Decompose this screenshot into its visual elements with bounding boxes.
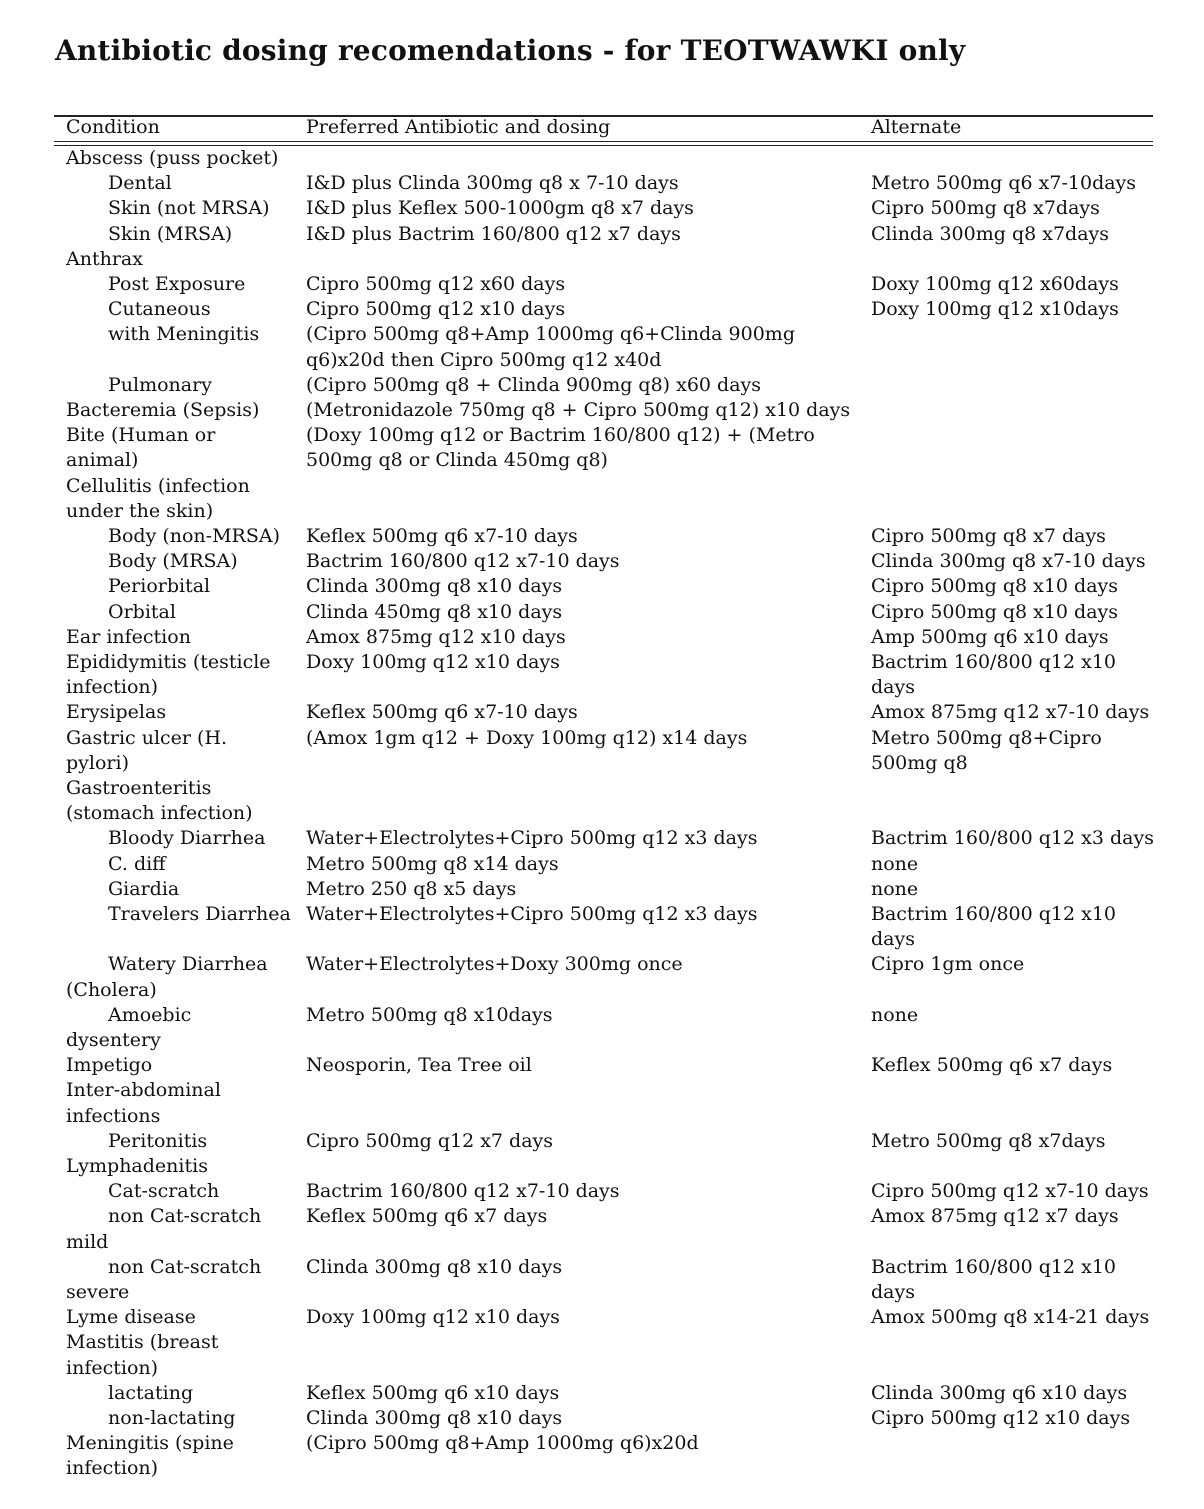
condition-cell-line: Gastroenteritis <box>66 777 212 799</box>
table-row <box>0 549 1204 574</box>
condition-cell-line: Bloody Diarrhea <box>108 827 266 850</box>
table-row <box>0 398 1204 423</box>
condition-cell-line: Lymphadenitis <box>66 1155 208 1177</box>
table-row <box>0 322 1204 372</box>
condition-cell <box>66 650 271 700</box>
preferred-cell-line: Amox 875mg q12 x10 days <box>306 625 566 648</box>
alternate-cell-line: days <box>871 676 915 699</box>
preferred-cell-line: Keflex 500mg q6 x7-10 days <box>306 701 578 724</box>
preferred-cell <box>306 902 757 927</box>
preferred-cell-line: Water+Electrolytes+Cipro 500mg q12 x3 days <box>306 827 758 850</box>
condition-cell <box>66 1154 208 1179</box>
table-row <box>0 826 1204 851</box>
condition-cell-line: severe <box>66 1280 130 1303</box>
preferred-cell-line: (Cipro 500mg q8+Amp 1000mg q6+Clinda 900mg <box>306 323 795 346</box>
preferred-cell <box>306 1003 553 1028</box>
condition-cell <box>108 902 291 927</box>
alternate-cell-line: Doxy 100mg q12 x60days <box>871 273 1119 295</box>
condition-cell-line: infection) <box>66 676 159 699</box>
table-row <box>0 952 1204 1002</box>
alternate-cell-line: none <box>871 1003 919 1026</box>
preferred-cell <box>306 423 815 473</box>
preferred-cell <box>306 877 516 902</box>
preferred-cell-line: (Cipro 500mg q8 + Clinda 900mg q8) x60 days <box>306 373 762 396</box>
condition-cell-line: Bacteremia (Sepsis) <box>66 399 260 421</box>
condition-cell <box>66 398 259 423</box>
alternate-cell-line: Metro 500mg q6 x7-10days <box>871 172 1137 195</box>
preferred-cell <box>306 1305 560 1330</box>
condition-cell-line: non Cat-scratch <box>108 1255 262 1278</box>
condition-cell-line: under the skin) <box>66 499 214 522</box>
preferred-cell-line: Cipro 500mg q12 x10 days <box>306 298 566 321</box>
preferred-cell-line: Clinda 300mg q8 x10 days <box>306 575 563 598</box>
table-row <box>0 1305 1204 1330</box>
condition-cell-line: Erysipelas <box>66 701 167 724</box>
table-row <box>0 171 1204 196</box>
table-row <box>0 474 1204 524</box>
preferred-cell <box>306 549 620 574</box>
preferred-cell-line: 500mg q8 or Clinda 450mg q8) <box>306 449 608 472</box>
preferred-cell-line: Bactrim 160/800 q12 x7-10 days <box>306 550 620 573</box>
preferred-cell-line: Water+Electrolytes+Doxy 300mg once <box>306 953 683 976</box>
condition-cell <box>108 272 245 297</box>
preferred-cell-line: Keflex 500mg q6 x10 days <box>306 1381 560 1404</box>
table-row <box>0 726 1204 776</box>
preferred-cell-line: Neosporin, Tea Tree oil <box>306 1054 532 1077</box>
condition-cell <box>66 247 143 272</box>
alternate-cell-line: days <box>871 1280 915 1303</box>
alternate-cell <box>871 549 1146 574</box>
header-rule-1 <box>54 141 1153 142</box>
condition-cell <box>66 1003 192 1053</box>
alternate-cell-line: Cipro 500mg q8 x10 days <box>871 600 1119 623</box>
alternate-cell <box>871 1406 1130 1431</box>
alternate-cell <box>871 222 1109 247</box>
header-preferred: Preferred Antibiotic and dosing <box>306 116 611 138</box>
condition-cell-line: Epididymitis (testicle <box>66 651 271 673</box>
condition-cell-line: dysentery <box>66 1028 161 1051</box>
alternate-cell-line: Bactrim 160/800 q12 x10 <box>871 1255 1117 1278</box>
table-row <box>0 423 1204 473</box>
table-row <box>0 1053 1204 1078</box>
preferred-cell <box>306 322 795 372</box>
table-row <box>0 877 1204 902</box>
preferred-cell-line: Clinda 450mg q8 x10 days <box>306 600 563 623</box>
table-row <box>0 272 1204 297</box>
alternate-cell <box>871 952 1024 977</box>
condition-cell <box>108 1406 235 1431</box>
condition-cell <box>108 196 270 221</box>
condition-cell <box>66 726 227 776</box>
condition-cell-line: Mastitis (breast <box>66 1331 219 1354</box>
table-row <box>0 247 1204 272</box>
preferred-cell-line: I&D plus Keflex 500-1000gm q8 x7 days <box>306 197 694 220</box>
alternate-cell-line: Amox 875mg q12 x7-10 days <box>871 701 1150 724</box>
alternate-cell <box>871 700 1149 725</box>
condition-cell-line: with Meningitis <box>108 323 260 346</box>
condition-cell-line: Anthrax <box>66 247 143 270</box>
condition-cell-line: Ear infection <box>66 625 191 648</box>
alternate-cell <box>871 524 1106 549</box>
preferred-cell <box>306 1406 562 1431</box>
table-row <box>0 1204 1204 1254</box>
condition-cell-line: Body (MRSA) <box>108 550 238 573</box>
preferred-cell <box>306 1204 547 1229</box>
alternate-cell <box>871 1381 1127 1406</box>
preferred-cell <box>306 1431 699 1456</box>
condition-cell-line: Inter-abdominal <box>66 1079 221 1102</box>
condition-cell-line: Dental <box>108 172 172 195</box>
condition-cell <box>108 297 211 322</box>
table-row <box>0 1431 1204 1481</box>
preferred-cell-line: Clinda 300mg q8 x10 days <box>306 1255 563 1278</box>
alternate-cell-line: Metro 500mg q8 x7days <box>871 1129 1106 1152</box>
alternate-cell-line: Keflex 500mg q6 x7 days <box>871 1054 1113 1077</box>
condition-cell-line: (stomach infection) <box>66 802 253 825</box>
condition-cell <box>108 549 238 574</box>
condition-cell-line: Cellulitis (infection <box>66 474 250 497</box>
preferred-cell <box>306 398 850 423</box>
preferred-cell-line: (Metronidazole 750mg q8 + Cipro 500mg q12) x10 days <box>306 399 851 421</box>
preferred-cell <box>306 171 679 196</box>
preferred-cell <box>306 625 566 650</box>
preferred-cell <box>306 1179 620 1204</box>
preferred-cell <box>306 700 578 725</box>
condition-cell-line: Watery Diarrhea <box>108 953 268 976</box>
table-row <box>0 650 1204 700</box>
condition-cell-line: Impetigo <box>66 1054 153 1077</box>
document-title: Antibiotic dosing recomendations - for TEOTWAWKI only <box>55 34 966 67</box>
condition-cell <box>66 1204 262 1254</box>
alternate-cell-line: Cipro 500mg q8 x7days <box>871 197 1100 220</box>
condition-cell-line: (Cholera) <box>66 978 157 1001</box>
condition-cell-line: Body (non-MRSA) <box>108 525 280 547</box>
preferred-cell-line: Bactrim 160/800 q12 x7-10 days <box>306 1180 620 1203</box>
alternate-cell-line: Amox 500mg q8 x14-21 days <box>871 1306 1150 1329</box>
alternate-cell <box>871 272 1119 297</box>
preferred-cell-line: Cipro 500mg q12 x60 days <box>306 273 566 295</box>
preferred-cell-line: Clinda 300mg q8 x10 days <box>306 1407 563 1429</box>
preferred-cell-line: Metro 250 q8 x5 days <box>306 877 517 900</box>
table-row <box>0 524 1204 549</box>
preferred-cell <box>306 524 578 549</box>
alternate-cell-line: Cipro 500mg q8 x7 days <box>871 525 1106 547</box>
condition-cell <box>66 776 253 826</box>
condition-cell <box>108 574 210 599</box>
condition-cell <box>108 322 259 347</box>
condition-cell-line: pylori) <box>66 751 129 774</box>
alternate-cell <box>871 1053 1112 1078</box>
preferred-cell <box>306 574 562 599</box>
alternate-cell <box>871 600 1118 625</box>
alternate-cell-line: Cipro 500mg q12 x10 days <box>871 1407 1131 1429</box>
condition-cell <box>108 826 265 851</box>
preferred-cell <box>306 1129 553 1154</box>
preferred-cell-line: q6)x20d then Cipro 500mg q12 x40d <box>306 348 662 371</box>
table-row <box>0 1255 1204 1305</box>
preferred-cell-line: Doxy 100mg q12 x10 days <box>306 651 560 673</box>
table-row <box>0 700 1204 725</box>
preferred-cell <box>306 272 565 297</box>
condition-cell-line: Peritonitis <box>108 1129 208 1152</box>
table-row <box>0 196 1204 221</box>
condition-cell-line: Lyme disease <box>66 1306 196 1329</box>
table-row <box>0 1330 1204 1380</box>
condition-cell <box>108 171 172 196</box>
preferred-cell-line: Keflex 500mg q6 x7 days <box>306 1205 548 1228</box>
table-row <box>0 1154 1204 1179</box>
preferred-cell <box>306 222 681 247</box>
condition-cell-line: Post Exposure <box>108 273 246 295</box>
condition-cell <box>66 1431 234 1481</box>
preferred-cell <box>306 650 560 675</box>
table-row <box>0 852 1204 877</box>
alternate-cell <box>871 877 918 902</box>
condition-cell-line: Bite (Human or <box>66 424 216 447</box>
alternate-cell-line: Clinda 300mg q8 x7days <box>871 222 1110 245</box>
table-row <box>0 1003 1204 1053</box>
condition-cell-line: Periorbital <box>108 575 211 598</box>
alternate-cell-line: Amp 500mg q6 x10 days <box>871 625 1109 648</box>
condition-cell-line: Skin (MRSA) <box>108 222 233 245</box>
condition-cell <box>66 1305 196 1330</box>
alternate-cell-line: Cipro 500mg q12 x7-10 days <box>871 1180 1149 1203</box>
table-row <box>0 902 1204 952</box>
condition-cell-line: Cat-scratch <box>108 1180 220 1203</box>
alternate-cell-line: Metro 500mg q8+Cipro <box>871 726 1102 749</box>
table-row <box>0 373 1204 398</box>
table-row <box>0 222 1204 247</box>
preferred-cell <box>306 852 559 877</box>
alternate-cell <box>871 625 1109 650</box>
condition-cell-line: infection) <box>66 1356 159 1379</box>
alternate-cell <box>871 852 918 877</box>
alternate-cell <box>871 1255 1116 1305</box>
alternate-cell-line: Bactrim 160/800 q12 x10 <box>871 903 1117 925</box>
condition-cell <box>66 952 268 1002</box>
condition-cell <box>108 600 176 625</box>
condition-cell-line: Amoebic <box>108 1003 192 1026</box>
condition-cell <box>108 1129 207 1154</box>
alternate-cell <box>871 1204 1119 1229</box>
condition-cell-line: animal) <box>66 449 139 472</box>
condition-cell-line: non Cat-scratch <box>108 1205 262 1228</box>
table-row <box>0 1078 1204 1128</box>
table-row <box>0 297 1204 322</box>
alternate-cell <box>871 1179 1149 1204</box>
condition-cell <box>108 524 280 549</box>
condition-cell <box>66 1330 218 1380</box>
table-row <box>0 146 1204 171</box>
preferred-cell <box>306 196 694 221</box>
alternate-cell <box>871 902 1116 952</box>
condition-cell-line: Cutaneous <box>108 298 211 321</box>
alternate-cell-line: Cipro 1gm once <box>871 953 1025 976</box>
condition-cell-line: Abscess (puss pocket) <box>66 147 279 169</box>
table-row <box>0 1406 1204 1431</box>
table-row <box>0 776 1204 826</box>
condition-cell <box>66 146 278 171</box>
condition-cell <box>108 1381 193 1406</box>
alternate-cell-line: Clinda 300mg q8 x7-10 days <box>871 550 1146 573</box>
table-row <box>0 574 1204 599</box>
preferred-cell <box>306 297 565 322</box>
condition-cell <box>108 1179 219 1204</box>
condition-cell <box>108 852 166 877</box>
alternate-cell <box>871 1129 1105 1154</box>
preferred-cell <box>306 1255 562 1280</box>
alternate-cell-line: none <box>871 852 919 875</box>
condition-cell <box>66 474 250 524</box>
condition-cell-line: infection) <box>66 1457 159 1480</box>
condition-cell-line: Gastric ulcer (H. <box>66 726 228 749</box>
preferred-cell-line: Cipro 500mg q12 x7 days <box>306 1129 554 1152</box>
preferred-cell-line: Water+Electrolytes+Cipro 500mg q12 x3 days <box>306 903 758 925</box>
condition-cell-line: C. diff <box>108 852 166 875</box>
condition-cell <box>66 700 166 725</box>
preferred-cell-line: (Doxy 100mg q12 or Bactrim 160/800 q12) + (Metro <box>306 424 815 447</box>
alternate-cell-line: Doxy 100mg q12 x10days <box>871 298 1119 321</box>
preferred-cell-line: Keflex 500mg q6 x7-10 days <box>306 525 578 547</box>
alternate-cell-line: Bactrim 160/800 q12 x10 <box>871 651 1117 673</box>
alternate-cell-line: Amox 875mg q12 x7 days <box>871 1205 1119 1228</box>
alternate-cell <box>871 1003 918 1028</box>
condition-cell <box>108 877 179 902</box>
preferred-cell <box>306 1053 532 1078</box>
preferred-cell-line: I&D plus Clinda 300mg q8 x 7-10 days <box>306 172 679 195</box>
alternate-cell <box>871 297 1119 322</box>
preferred-cell-line: (Cipro 500mg q8+Amp 1000mg q6)x20d <box>306 1432 699 1455</box>
condition-cell-line: mild <box>66 1230 109 1253</box>
preferred-cell-line: Metro 500mg q8 x10days <box>306 1003 553 1026</box>
preferred-cell <box>306 1381 559 1406</box>
alternate-cell-line: 500mg q8 <box>871 751 968 774</box>
condition-cell <box>66 1053 152 1078</box>
header-condition: Condition <box>66 116 160 138</box>
preferred-cell <box>306 726 747 751</box>
header-alternate: Alternate <box>871 116 962 138</box>
alternate-cell-line: Cipro 500mg q8 x10 days <box>871 575 1119 598</box>
condition-cell-line: Pulmonary <box>108 373 212 396</box>
condition-cell <box>66 1078 221 1128</box>
condition-cell-line: Orbital <box>108 600 176 623</box>
alternate-cell-line: days <box>871 928 915 951</box>
condition-cell-line: Travelers Diarrhea <box>108 903 291 925</box>
alternate-cell-line: Bactrim 160/800 q12 x3 days <box>871 827 1154 850</box>
preferred-cell <box>306 373 761 398</box>
alternate-cell <box>871 1305 1149 1330</box>
condition-cell-line: Skin (not MRSA) <box>108 197 270 220</box>
preferred-cell-line: Doxy 100mg q12 x10 days <box>306 1306 560 1329</box>
preferred-cell-line: (Amox 1gm q12 + Doxy 100mg q12) x14 days <box>306 726 748 749</box>
preferred-cell <box>306 600 562 625</box>
alternate-cell-line: Clinda 300mg q6 x10 days <box>871 1381 1128 1404</box>
condition-cell-line: infections <box>66 1104 161 1127</box>
alternate-cell <box>871 650 1116 700</box>
condition-cell-line: non-lactating <box>108 1407 236 1429</box>
condition-cell <box>66 423 215 473</box>
condition-cell <box>66 625 191 650</box>
table-row <box>0 1129 1204 1154</box>
condition-cell-line: Meningitis (spine <box>66 1432 234 1455</box>
table-row <box>0 1381 1204 1406</box>
condition-cell-line: lactating <box>108 1381 194 1404</box>
alternate-cell <box>871 171 1136 196</box>
preferred-cell <box>306 952 683 977</box>
alternate-cell <box>871 826 1154 851</box>
table-row <box>0 1179 1204 1204</box>
condition-cell <box>108 373 212 398</box>
condition-cell <box>66 1255 262 1305</box>
alternate-cell <box>871 574 1118 599</box>
alternate-cell <box>871 726 1102 776</box>
condition-cell-line: Giardia <box>108 877 180 900</box>
alternate-cell <box>871 196 1100 221</box>
preferred-cell <box>306 826 757 851</box>
table-row <box>0 600 1204 625</box>
preferred-cell-line: I&D plus Bactrim 160/800 q12 x7 days <box>306 222 681 245</box>
preferred-cell-line: Metro 500mg q8 x14 days <box>306 852 559 875</box>
table-row <box>0 625 1204 650</box>
condition-cell <box>108 222 232 247</box>
alternate-cell-line: none <box>871 877 919 900</box>
